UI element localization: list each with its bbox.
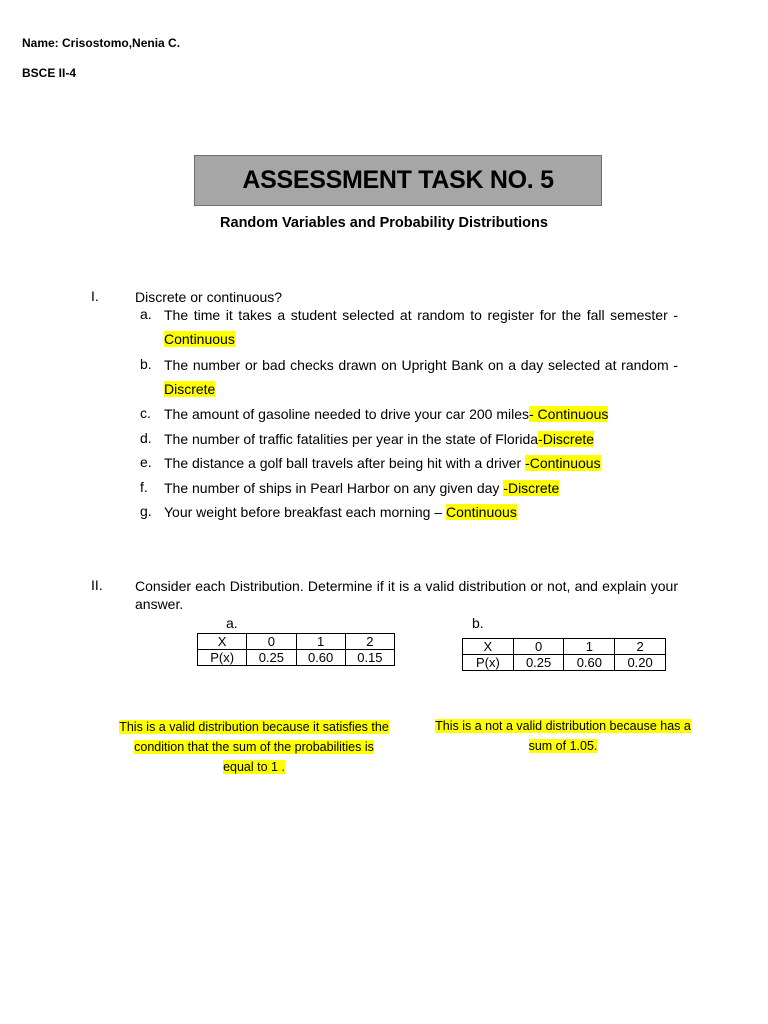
table-row (198, 634, 395, 650)
item-question: The number of traffic fatalities per year in the state of Florida (164, 431, 539, 447)
table-cell: 0 (247, 634, 296, 650)
item-question: The number or bad checks drawn on Upright Bank on a day selected at random - (164, 357, 678, 373)
item-answer: Continuous (164, 331, 235, 347)
page-title: ASSESSMENT TASK NO. 5 (242, 166, 554, 194)
item-letter: a. (140, 306, 152, 322)
student-section: BSCE II-4 (22, 66, 77, 80)
page-subtitle: Random Variables and Probability Distributions (220, 215, 548, 231)
item-letter: g. (140, 503, 152, 519)
item-letter: f. (140, 479, 148, 495)
table-cell: 0.25 (513, 655, 564, 671)
item-letter: e. (140, 454, 152, 470)
table-b-label: b. (472, 615, 484, 631)
item-question: The distance a golf ball travels after being hit with a driver (164, 455, 526, 471)
answer-a-line: condition that the sum of the probabilities is (134, 740, 374, 754)
list-item (164, 402, 678, 426)
item-answer: -Discrete (503, 480, 560, 496)
part2-numeral: II. (91, 577, 103, 593)
part1-numeral: I. (91, 288, 99, 304)
item-question: The number of ships in Pearl Harbor on any given day (164, 480, 504, 496)
list-item (164, 303, 678, 351)
item-answer: -Discrete (538, 431, 595, 447)
answer-b-line: This is a not a valid distribution because has a (435, 719, 691, 733)
table-row (198, 650, 395, 666)
table-cell: 0.20 (615, 655, 666, 671)
table-cell: 2 (615, 639, 666, 655)
item-question: The amount of gasoline needed to drive your car 200 miles (164, 406, 529, 422)
table-cell: 2 (345, 634, 394, 650)
table-cell: 0.60 (296, 650, 345, 666)
list-item (164, 500, 678, 524)
part1-heading: Discrete or continuous? (135, 289, 283, 305)
table-row (463, 655, 666, 671)
item-answer: Continuous (446, 504, 517, 520)
table-cell: X (198, 634, 247, 650)
part2-heading: Consider each Distribution. Determine if it is a valid distribution or not, and explain your answer. (135, 578, 678, 612)
answer-b-line: sum of 1.05. (528, 739, 598, 753)
answer-a-line: equal to 1 . (223, 760, 285, 774)
student-name: Name: Crisostomo,Nenia C. (22, 36, 181, 50)
list-item (164, 353, 678, 401)
table-cell: 0 (513, 639, 564, 655)
table-cell: 1 (564, 639, 615, 655)
answer-a-line: This is a valid distribution because it satisfies the (119, 720, 389, 734)
item-answer: Discrete (164, 381, 216, 397)
distribution-table-a (197, 633, 395, 666)
table-row (463, 639, 666, 655)
table-cell: P(x) (463, 655, 514, 671)
list-item (164, 427, 678, 451)
item-letter: b. (140, 356, 152, 372)
table-cell: 0.60 (564, 655, 615, 671)
item-answer: - Continuous (529, 406, 609, 422)
title-box (194, 155, 602, 206)
item-question: Your weight before breakfast each morning – (164, 504, 446, 520)
table-cell: 1 (296, 634, 345, 650)
item-letter: d. (140, 430, 152, 446)
item-question: The time it takes a student selected at random to register for the fall semester - (164, 307, 678, 323)
table-a-label: a. (226, 615, 238, 631)
list-item (164, 451, 678, 475)
item-answer: -Continuous (525, 455, 601, 471)
item-letter: c. (140, 405, 151, 421)
answer-b (418, 716, 708, 756)
table-cell: 0.15 (345, 650, 394, 666)
distribution-table-b (462, 638, 666, 671)
table-cell: 0.25 (247, 650, 296, 666)
answer-a (104, 717, 404, 777)
list-item (164, 476, 678, 500)
table-cell: P(x) (198, 650, 247, 666)
table-cell: X (463, 639, 514, 655)
